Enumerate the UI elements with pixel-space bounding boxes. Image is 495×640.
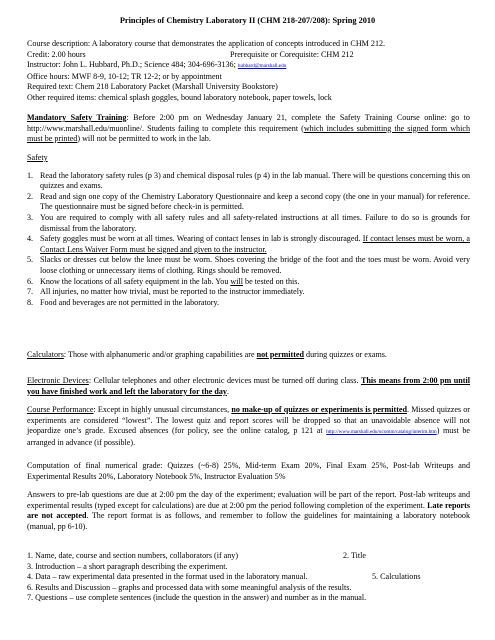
instructor-row [27, 60, 470, 72]
course-info [27, 39, 470, 104]
required-text: Required text: Chem 218 Laboratory Packet (Marshall University Bookstore) [27, 82, 278, 92]
report-item: 2. Title [343, 551, 366, 560]
answers-bold: Late reports are not accepted [27, 500, 470, 521]
answers-text-2: . The report format is as follows, and remember to follow the guidelines for maintaining a laboratory notebook (manual, pp 6-10). [27, 511, 470, 531]
other-items: Other required items: chemical splash goggles, bound laboratory notebook, paper towels, lock [27, 92, 332, 102]
credit-row [27, 50, 470, 61]
safety-item [27, 213, 470, 234]
item-number: 1. [27, 170, 34, 180]
answers-section [27, 490, 470, 532]
safety-item [27, 234, 470, 255]
calculators-section [27, 350, 470, 361]
calculators-tail: during quizzes or exams. [304, 350, 387, 359]
catalog-link[interactable]: http://www.marshall.edu/ucomm/catalog/interim.htm [326, 429, 437, 436]
electronic-devices-section [27, 376, 470, 397]
item-text-underlined: If contact lenses must be worn, a Contact Lens Waiver Form must be signed and given to the instructor. [40, 234, 470, 254]
safety-item [27, 171, 470, 192]
grading-section: Computation of final numerical grade: Quizzes (~6-8) 25%, Mid-term Exam 20%, Final Exam 25%, Post-lab Writeups and Experimental Results 20%, Laboratory Notebook 5%, Instructor Evaluation 5% [27, 461, 470, 481]
answers-text-1: Answers to pre-lab questions are due at 2:00 pm the day of the experiment; evaluation will be part of the report. Post-lab writeups and experimental results (typed except for calculations) are due at 2:00 pm the period following completion of the experiment. [27, 490, 470, 510]
instructor: Instructor: John L. Hubbard, Ph.D.; Science 484; 304-696-3136; [27, 60, 236, 70]
performance-text-2: . Missed quizzes or experiments are considered “lowest”. The lowest quiz and report scores will be dropped so that an unavoidable absence will not jeopardize one’s grade. Excused absences (for policy, see the online catalog, p 121 at [27, 405, 470, 436]
item-text: Read the laboratory safety rules (p 3) and chemical disposal rules (p 4) in the lab manual. There will be questions concerning this on quizzes and exams. [40, 170, 470, 191]
item-text-b: be tested on this. [243, 276, 300, 286]
item-text: You are required to comply with all safety rules and all safety-related instructions at all times. Failure to do so is grounds for dismissal from the laboratory. [40, 212, 470, 233]
item-text-underlined: will [230, 276, 243, 286]
item-number: 5. [27, 255, 34, 265]
mandatory-safety-training [27, 113, 470, 145]
item-number: 6. [27, 276, 34, 286]
safety-item [27, 298, 470, 309]
item-text: Food and beverages are not permitted in the laboratory. [40, 297, 220, 307]
item-text [40, 277, 470, 288]
performance-heading: Course Performance [27, 405, 94, 414]
item-number: 8. [27, 297, 34, 307]
report-item-row [27, 551, 470, 562]
report-item-row [27, 572, 470, 583]
item-text: All injuries, no matter how trivial, must be reported to the instructor immediately. [40, 287, 305, 297]
item-text: Read and sign one copy of the Chemistry Laboratory Questionnaire and keep a second copy (the one in your manual) for reference. The questionnaire must be signed before check-in is permitted. [40, 191, 470, 212]
performance-text-1: : Except in highly unusual circumstances, [93, 405, 232, 414]
item-number: 4. [27, 234, 34, 244]
report-item: 6. Results and Discussion – graphs and processed data with some meaningful analysis of the results. [27, 582, 352, 592]
prerequisite: Prerequisite or Corequisite: CHM 212 [230, 49, 354, 59]
item-number: 7. [27, 287, 34, 297]
report-item: 7. Questions – use complete sentences (include the question in the answer) and number as in the manual. [27, 593, 367, 603]
course-performance-section [27, 405, 470, 448]
page-title: Principles of Chemistry Laboratory II (CHM 218-207/208): Spring 2010 [119, 16, 376, 25]
calculators-bold: not permitted [256, 350, 305, 359]
performance-bold: no make-up of quizzes or experiments is permitted [231, 405, 408, 414]
item-text-a: Safety goggles must be worn at all times. Wearing of contact lenses in lab is strongly discouraged. [40, 234, 363, 244]
item-number: 3. [27, 212, 34, 222]
report-item: 5. Calculations [372, 572, 421, 582]
safety-item [27, 287, 470, 298]
electronic-bold: This means from 2:00 pm until you have finished work and left the laboratory for the day [27, 376, 470, 396]
item-text-a: Know the locations of all safety equipment in the lab. You [40, 276, 231, 286]
report-item: 4. Data – raw experimental data presented in the format used in the laboratory manual. [27, 572, 308, 582]
mandatory-text-1: : Before 2:00 pm on Wednesday January 21, complete the Safety Training Course online: go to http://www.marshall.edu/muonline/. Students failing to complete this requirement ( [27, 113, 470, 133]
email-link[interactable]: hubbard@marshall.edu [237, 63, 287, 70]
electronic-text: : Cellular telephones and other electronic devices must be turned off during class. [88, 376, 361, 385]
safety-item [27, 255, 470, 276]
mandatory-heading: Mandatory Safety Training [27, 113, 127, 122]
safety-item [27, 277, 470, 288]
safety-item [27, 192, 470, 213]
item-number: 2. [27, 191, 34, 201]
calculators-heading: Calculators [27, 350, 64, 359]
report-format-list [27, 551, 470, 604]
report-item: 1. Name, date, course and section numbers, collaborators (if any) [27, 551, 239, 560]
electronic-tail: . [226, 386, 229, 396]
item-text: Slacks or dresses cut below the knee must be worn. Shoes covering the bridge of the foot and the toes must be worn. Avoid very loose clothing or unnecessary items of clothing. Rings should be removed. [40, 255, 470, 275]
mandatory-underlined: which includes submitting the signed form which must be printed [27, 123, 470, 144]
course-description: Course description: A laboratory course that demonstrates the application of concepts introduced in CHM 212. [27, 39, 386, 48]
report-item: 3. Introduction – a short paragraph describing the experiment. [27, 561, 228, 571]
credit: Credit: 2.00 hours [27, 49, 86, 59]
office-hours: Office hours: MWF 8-9, 10-12; TR 12-2; or by appointment [27, 71, 222, 81]
calculators-text: : Those with alphanumeric and/or graphing capabilities are [63, 350, 257, 359]
mandatory-text-2: ) will not be permitted to work in the lab. [77, 134, 211, 144]
safety-heading: Safety [27, 153, 48, 162]
electronic-heading: Electronic Devices [27, 376, 89, 385]
safety-section [27, 153, 470, 308]
item-text [40, 234, 470, 255]
performance-text-3: ) must be arranged in advance (if possible). [27, 426, 470, 447]
